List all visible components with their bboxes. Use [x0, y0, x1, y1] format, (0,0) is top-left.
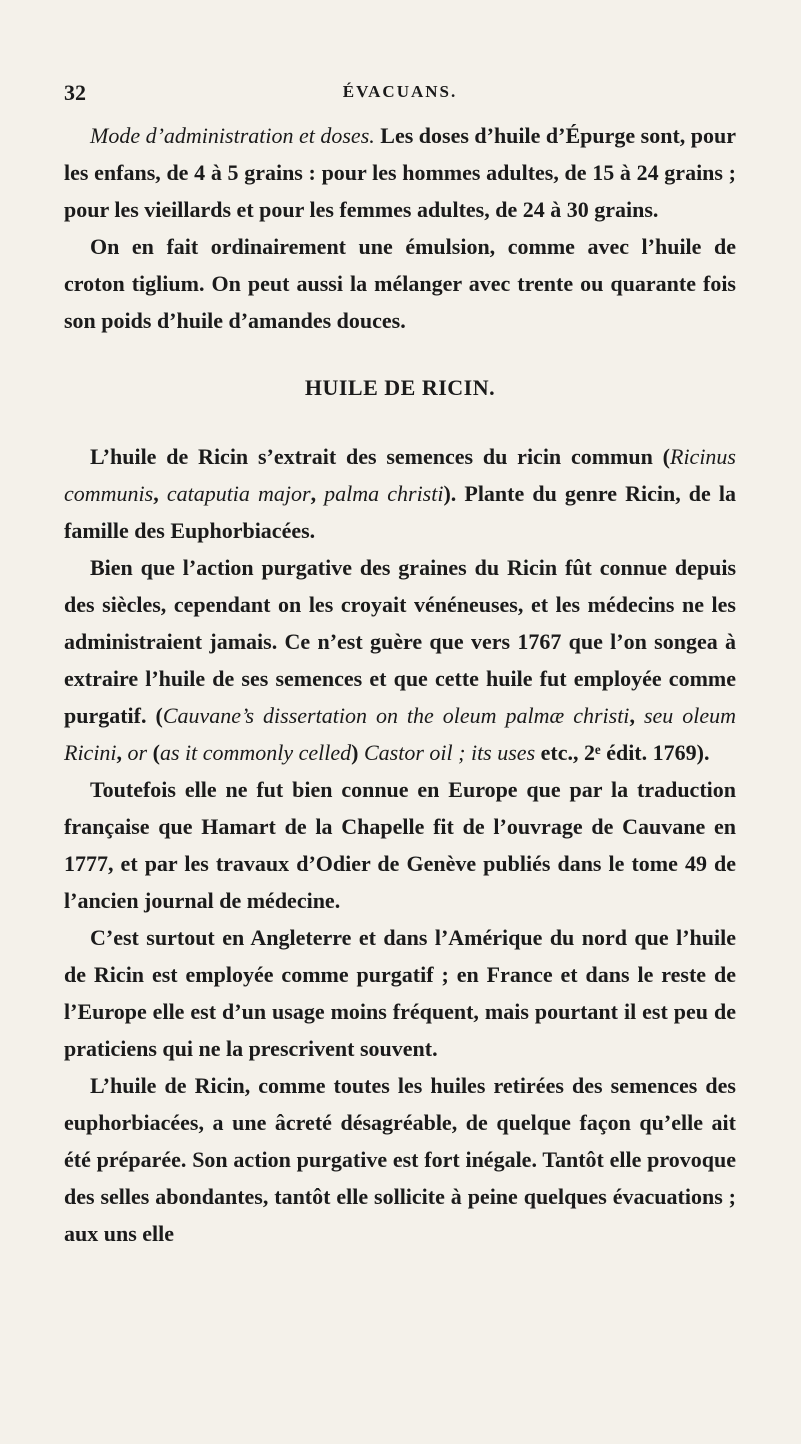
text-run: ,: [153, 481, 167, 506]
text-run: (: [147, 740, 160, 765]
text-run: L’huile de Ricin s’extrait des semences du ricin commun (: [90, 444, 670, 469]
paragraph-text: Les doses d’huile d’Épurge sont, pour les enfans, de 4 à 5 grains : pour les hommes adultes, de 15 à 24 grains ; pour les vieillards et pour les femmes adultes, de 24 à 30 grains.: [64, 123, 737, 222]
text-run: ,: [310, 481, 325, 506]
text-run: ): [351, 740, 364, 765]
paragraph-europe: Toutefois elle ne fut bien connue en Europe que par la traduction française que Hamart de la Chapelle fit de l’ouvrage de Cauvane en 1777, et par les travaux d’Odier de Genève publiés dans le tome 49 de l’ancien journal de médecine.: [64, 777, 736, 913]
text-run: etc., 2ᵉ édit. 1769).: [535, 740, 710, 765]
italic-citation: Castor oil ; its uses: [364, 740, 536, 765]
italic-citation: Cauvane’s dissertation on the oleum palmæ christi: [162, 703, 630, 728]
paragraph-usage: C’est surtout en Angleterre et dans l’Amérique du nord que l’huile de Ricin est employée comme purgatif ; en France et dans le reste de l’Europe elle est d’un usage moins fréquent, mais pourtant il est peu de praticiens qui ne la prescrivent souvent.: [64, 925, 736, 1061]
text-run: ,: [629, 703, 644, 728]
italic-citation: as it commonly celled: [159, 740, 352, 765]
body-text: [64, 117, 736, 1252]
page-header: [64, 80, 736, 110]
text-run: ). Plante du genre Ricin, de la famille des Euphorbiacées.: [64, 481, 737, 543]
paragraph-properties: L’huile de Ricin, comme toutes les huiles retirées des semences des euphorbiacées, a une âcreté désagréable, de quelque façon qu’elle ait été préparée. Son action purgative est fort inégale. Tantôt elle provoque des selles abondantes, tantôt elle sollicite à peine quelques évacuations ; aux uns elle: [64, 1073, 736, 1246]
italic-term: Ricinus communis: [64, 444, 736, 506]
italic-lead: Mode d’administration et doses.: [90, 123, 375, 148]
text-run: Bien que l’action purgative des graines du Ricin fût connue depuis des siècles, cependant on les croyait vénéneuses, et les médecins ne les administraient jamais. Ce n’est guère que vers 1767 que l’on songea à extraire l’huile de ses semences et que cette huile fut employée comme purgatif. (: [64, 555, 736, 728]
italic-citation: or: [127, 740, 148, 765]
running-head: ÉVACUANS.: [342, 82, 458, 101]
paragraph-ricin-origin: [64, 438, 736, 549]
paragraph-emulsion: On en fait ordinairement une émulsion, comme avec l’huile de croton tiglium. On peut aussi la mélanger avec trente ou quarante fois son poids d’huile d’amandes douces.: [64, 234, 736, 333]
paragraph-dosage: [64, 117, 736, 228]
page-number: 32: [64, 80, 86, 105]
section-heading: HUILE DE RICIN.: [304, 375, 496, 400]
italic-citation: seu oleum Ricini: [64, 703, 737, 765]
paragraph-history: [64, 549, 736, 771]
text-run: ,: [116, 740, 128, 765]
italic-term: cataputia major: [166, 481, 311, 506]
italic-term: palma christi: [324, 481, 444, 506]
